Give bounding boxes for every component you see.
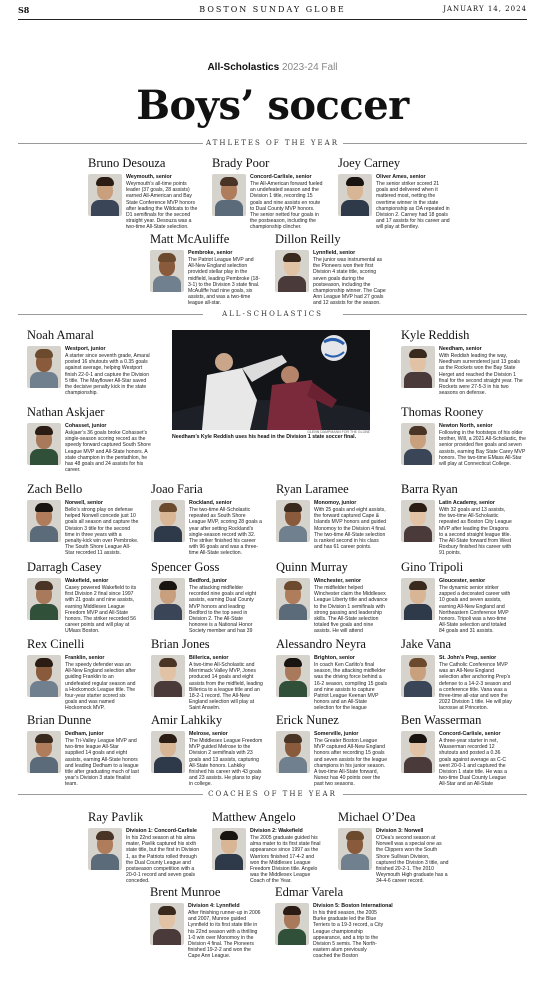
athlete-card bbox=[150, 232, 262, 306]
player-bio: Casey powered Wakefield to its first Division 2 final since 1997 with 21 goals and nine assists, earning Middlesex League Freedom MVP and All-State honors. The striker recorded 56 career points and will play at UMass Boston. bbox=[65, 585, 137, 634]
player-card bbox=[27, 713, 139, 787]
player-card bbox=[27, 482, 139, 556]
coach-name: Brent Munroe bbox=[150, 885, 221, 899]
player-bio: Askjaer’s 36 goals broke Cohasset’s single-season scoring record as the speedy forward captured South Shore League MVP and All-State honors. A state champion in the pentathlon, he has 48 goals and 24 assists for his career. bbox=[65, 430, 151, 474]
page-title: Boys’ soccer bbox=[136, 82, 409, 129]
player-bio: The midfielder helped Winchester claim the Middlesex League Liberty title and advance to the Division 1 semifinals with strong passing and leadership skills. The All-State selection totaled five goals and nine assists. He will attend bbox=[314, 585, 388, 634]
player-school: Brighton, senior bbox=[314, 655, 355, 661]
hero-photo bbox=[172, 330, 370, 430]
player-headshot bbox=[401, 500, 435, 542]
coach-bio: O’Dea’s second season at Norwell was a special one as the Clippers won the South Shore Sullivan Division, captured the Division 3 title, and finished 20-2-1. The 2010 Weymouth High graduate has a 34-4-6 career record. bbox=[376, 835, 449, 884]
player-headshot bbox=[151, 578, 185, 620]
athlete-card bbox=[212, 156, 324, 230]
player-card bbox=[151, 637, 263, 711]
player-bio: The two-time All-Scholastic repeated as South Shore League MVP, scoring 28 goals a year after setting Rockland’s single-season record with 32. The striker finished his career with 96 goals and was a three-time All-State selection. bbox=[189, 507, 262, 556]
coaches-heading: COACHES OF THE YEAR bbox=[18, 790, 527, 798]
player-bio: The Middlesex League Freedom MVP guided Melrose to the Division 2 semifinals with 23 goals and 13 assists, capturing All-State honors. Lahkiky finished his career with 43 goals and 23 assists. He plans to play in college. bbox=[189, 738, 263, 787]
masthead-rule bbox=[18, 19, 527, 20]
player-name: Ryan Laramee bbox=[276, 482, 349, 496]
athletes-heading: ATHLETES OF THE YEAR bbox=[18, 139, 527, 147]
section-name: All-Scholastics bbox=[207, 62, 280, 73]
player-bio: The speedy defender was an All-New England selection after guiding Franklin to an undefeated regular season and a Hockomock League title. The four-year starter scored six goals and was named Hockomock MVP. bbox=[65, 662, 136, 711]
player-headshot bbox=[276, 578, 310, 620]
player-card bbox=[401, 328, 526, 402]
coach-school: Division 2: Wakefield bbox=[250, 828, 303, 834]
athlete-school: Lynnfield, senior bbox=[313, 250, 356, 256]
coach-bio: After finishing runner-up in 2006 and 2007, Munroe guided Lynnfield to its first state title in his 22nd season with a thrilling 1-0 win over Monomoy in the Division 4 final. The Pioneers finished 19-2-2 and won the Cape Ann League. bbox=[188, 910, 261, 959]
player-school: Newton North, senior bbox=[439, 423, 493, 429]
player-card bbox=[151, 482, 263, 556]
athlete-name: Matt McAuliffe bbox=[150, 232, 230, 246]
masthead bbox=[0, 0, 545, 60]
player-school: Franklin, senior bbox=[65, 655, 105, 661]
player-card bbox=[401, 713, 513, 787]
player-headshot bbox=[276, 731, 310, 773]
player-name: Alessandro Neyra bbox=[276, 637, 366, 651]
player-school: Winchester, senior bbox=[314, 578, 362, 584]
player-card bbox=[276, 713, 388, 787]
player-name: Brian Dunne bbox=[27, 713, 92, 727]
coach-card bbox=[338, 810, 450, 884]
athlete-school: Pembroke, senior bbox=[188, 250, 233, 256]
player-bio: The Catholic Conference MVP was an All-New England selection after anchoring Prep’s defense to a 14-2-3 season and a conference title. Vana was a three-time all-star and won the 2022 Division 1 title. He will play lacrosse at Princeton. bbox=[439, 662, 512, 711]
coach-name: Michael O’Dea bbox=[338, 810, 416, 824]
player-headshot bbox=[27, 578, 61, 620]
coach-headshot bbox=[275, 903, 309, 945]
player-bio: A three-year starter in net, Wasserman recorded 12 shutouts and posted a 0.36 goals against average as C-C went 20-0-1 and captured the Division 1 state title. He was a two-time Dual County League All-Star and an All-State bbox=[439, 738, 507, 787]
coach-school: Division 3: Norwell bbox=[376, 828, 424, 834]
player-card bbox=[151, 713, 263, 787]
player-name: Ben Wasserman bbox=[401, 713, 482, 727]
coach-card bbox=[275, 885, 393, 959]
athlete-school: Concord-Carlisle, senior bbox=[250, 174, 312, 180]
coach-name: Edmar Varela bbox=[275, 885, 344, 899]
player-school: St. John’s Prep, senior bbox=[439, 655, 497, 661]
player-bio: A starter since seventh grade, Amaral posted 16 shutouts with a 0.35 goals against average, helping Westport finish 22-0-1 and capture the Division 5 title. The Mayflower All-Star saved the decisive penalty kick in the state championship. bbox=[65, 353, 150, 397]
coach-headshot bbox=[150, 903, 184, 945]
publication-name: BOSTON SUNDAY GLOBE bbox=[199, 5, 346, 14]
player-school: Latin Academy, senior bbox=[439, 500, 495, 506]
athlete-card bbox=[275, 232, 387, 306]
coach-school: Division 5: Boston International bbox=[313, 903, 393, 909]
player-school: Gloucester, senior bbox=[439, 578, 486, 584]
player-card bbox=[27, 560, 139, 634]
player-card bbox=[276, 482, 388, 556]
season-label: 2023-24 Fall bbox=[281, 62, 338, 73]
coach-bio: In his third season, the 2005 Burke graduate led the Blue Terriers to a 19-3 record, a City League championship appearance, and a trip to the Division 5 semis. The North-eastern alum previously coached the Boston bbox=[313, 910, 384, 959]
coach-card bbox=[212, 810, 324, 884]
player-headshot bbox=[27, 731, 61, 773]
player-bio: With 32 goals and 13 assists, the two-time All-Scholastic repeated as Boston City League MVP after leading the Dragons to a second straight league title. The All-State forward from West Roxbury finished his career with 91 points. bbox=[439, 507, 512, 556]
athlete-headshot bbox=[275, 250, 309, 292]
photo-caption: Needham’s Kyle Reddish uses his head in the Division 1 state soccer final. bbox=[172, 434, 357, 440]
coach-bio: The 2005 graduate guided his alma mater to its first state final appearance since 1997 as the Warriors finished 17-4-2 and won the Middlesex League Freedom Division title. Angelo was the Middlesex League Coach of the Year. bbox=[250, 835, 321, 884]
player-name: Gino Tripoli bbox=[401, 560, 464, 574]
coach-headshot bbox=[212, 828, 246, 870]
player-bio: The Tri-Valley League MVP and two-time league All-Star supplied 14 goals and eight assists, earning All-State honors and leading Dedham to a league title after graduating much of last year’s Division 3 state finalist team. bbox=[65, 738, 139, 787]
player-headshot bbox=[151, 655, 185, 697]
player-bio: Bello’s strong play on defense helped Norwell concede just 10 goals all season and capture the Division 3 title for the second time in three years with a penalty-kick win over Pembroke. The South Shore League All-Star recorded 11 assists. bbox=[65, 507, 139, 556]
athlete-card bbox=[338, 156, 450, 230]
player-school: Wakefield, senior bbox=[65, 578, 109, 584]
player-name: Spencer Goss bbox=[151, 560, 220, 574]
athlete-headshot bbox=[150, 250, 184, 292]
player-headshot bbox=[151, 500, 185, 542]
player-bio: In coach Ken Carlito’s final season, the attacking midfielder was the driving force behind a 16-2 season, compiling 15 goals and nine assists to capture Patriot League Keenan MVP honors and an All-State selection for the league bbox=[314, 662, 388, 711]
player-name: Barra Ryan bbox=[401, 482, 458, 496]
athlete-card bbox=[88, 156, 200, 230]
player-name: Noah Amaral bbox=[27, 328, 94, 342]
athlete-headshot bbox=[88, 174, 122, 216]
coach-bio: In his 22nd season at his alma mater, Pavlik captured his sixth state title, but the first in Division 1, as the Patriots rolled through the Dual County League and postseason competition with a 20-0-1 record and seven goals conceded. bbox=[126, 835, 200, 884]
coach-school: Division 1: Concord-Carlisle bbox=[126, 828, 197, 834]
coach-card bbox=[88, 810, 200, 884]
player-school: Melrose, senior bbox=[189, 731, 228, 737]
coach-headshot bbox=[88, 828, 122, 870]
athlete-bio: The senior striker scored 21 goals and delivered when it mattered most, netting the overtime winner in the state championship as OA repeated in Division 2. Carney had 18 goals and 17 assists for his career and will play at Bentley. bbox=[376, 181, 450, 230]
section-label bbox=[0, 62, 545, 73]
player-school: Billerica, senior bbox=[189, 655, 229, 661]
player-bio: Following in the footsteps of his older brother, Will, a 2021 All-Scholastic, the senior provided five goals and seven assists, earning Bay State Carey MVP honors. The two-time EMass All-Star will play at Connecticut College. bbox=[439, 430, 526, 468]
player-name: Brian Jones bbox=[151, 637, 210, 651]
player-name: Joao Faria bbox=[151, 482, 203, 496]
player-name: Kyle Reddish bbox=[401, 328, 470, 342]
athlete-bio: The Patriot League MVP and All-New England selection provided stellar play in the midfield, leading Pembroke (18-3-1) to the Division 3 state final. McAuliffe had nine goals, six assists, and was a two-time league all-star. bbox=[188, 257, 260, 306]
player-name: Nathan Askjaer bbox=[27, 405, 105, 419]
athlete-bio: The All-American forward fueled an undefeated season and the Division 1 title, recording 15 goals and nine assists en route to Dual County MVP honors. The senior netted four goals in the postseason, including the championship clincher. bbox=[250, 181, 323, 230]
player-card bbox=[401, 637, 513, 711]
player-headshot bbox=[276, 500, 310, 542]
player-headshot bbox=[27, 500, 61, 542]
player-card bbox=[276, 637, 388, 711]
player-card bbox=[27, 328, 152, 402]
player-school: Norwell, senior bbox=[65, 500, 103, 506]
athlete-name: Bruno Desouza bbox=[88, 156, 166, 170]
player-bio: The attacking midfielder recorded nine goals and eight assists, earning Dual County MVP honors and leading Bedford to the top seed in Division 2. The All-State honoree is a National Honor Society member and has 39 bbox=[189, 585, 257, 634]
player-card bbox=[27, 637, 139, 711]
athlete-headshot bbox=[212, 174, 246, 216]
player-bio: A two-time All-Scholastic and Merrimack Valley MVP, Jones produced 14 goals and eight assists from the midfield, leading Billerica to a league title and an 18-2-1 record. The All-New England selection will play at Saint Anselm. bbox=[189, 662, 263, 711]
issue-date: JANUARY 14, 2024 bbox=[443, 5, 527, 13]
player-headshot bbox=[401, 731, 435, 773]
coach-card bbox=[150, 885, 262, 959]
athlete-name: Brady Poor bbox=[212, 156, 270, 170]
coach-name: Ray Pavlik bbox=[88, 810, 144, 824]
player-headshot bbox=[401, 423, 435, 465]
player-bio: With Reddish leading the way, Needham surrendered just 13 goals as the Rockets won the Bay State Herget and reached the Division 1 final for the second straight year. The Rockets were 27-5-3 in his two seasons on defense. bbox=[439, 353, 523, 397]
player-headshot bbox=[27, 655, 61, 697]
player-name: Rex Cinelli bbox=[27, 637, 85, 651]
player-school: Monomoy, junior bbox=[314, 500, 357, 506]
player-name: Amir Lahkiky bbox=[151, 713, 223, 727]
player-name: Jake Vana bbox=[401, 637, 452, 651]
athlete-bio: Weymouth’s all-time points leader (37 goals, 28 assists) earned All-American and Bay State Conference MVP honors after leading the Wildcats to the D1 semifinals for the second straight year. Desouza was a two-time All-State selection. bbox=[126, 181, 198, 230]
athlete-school: Weymouth, senior bbox=[126, 174, 172, 180]
player-bio: The Greater Boston League MVP captured All-New England honors after recording 15 goals and seven assists for the league champions in his junior season. A two-time All-State forward, Nunez has 40 points over the past two seasons. bbox=[314, 738, 388, 787]
player-card bbox=[27, 405, 152, 479]
player-school: Bedford, junior bbox=[189, 578, 227, 584]
player-card bbox=[401, 560, 513, 634]
athlete-name: Dillon Reilly bbox=[275, 232, 341, 246]
player-card bbox=[276, 560, 388, 634]
coach-school: Division 4: Lynnfield bbox=[188, 903, 240, 909]
coach-headshot bbox=[338, 828, 372, 870]
player-school: Westport, junior bbox=[65, 346, 106, 352]
player-school: Dedham, junior bbox=[65, 731, 104, 737]
player-headshot bbox=[151, 731, 185, 773]
page-number: S8 bbox=[18, 5, 30, 15]
coach-name: Matthew Angelo bbox=[212, 810, 296, 824]
player-card bbox=[151, 560, 263, 634]
all-scholastics-heading: ALL-SCHOLASTICS bbox=[18, 310, 527, 318]
player-name: Thomas Rooney bbox=[401, 405, 484, 419]
athlete-headshot bbox=[338, 174, 372, 216]
player-headshot bbox=[27, 423, 61, 465]
player-school: Cohasset, junior bbox=[65, 423, 107, 429]
athlete-bio: The junior was instrumental as the Pioneers won their first Division 4 state title, scoring seven goals during the postseason, including the championship winner. The Cape Ann League MVP had 27 goals and 12 assists for the season. bbox=[313, 257, 386, 306]
photo-credit: GLENN DAMPMANN FOR THE GLOBE bbox=[307, 430, 370, 434]
player-name: Darragh Casey bbox=[27, 560, 102, 574]
athlete-name: Joey Carney bbox=[338, 156, 401, 170]
athlete-school: Oliver Ames, senior bbox=[376, 174, 426, 180]
player-name: Zach Bello bbox=[27, 482, 83, 496]
player-headshot bbox=[401, 655, 435, 697]
player-bio: The dynamic senior striker zapped a decorated career with 10 goals and seven assists, earning All-New England and Northeastern Conference MVP honors. Tripoli was a two-time All-State selection and totaled 84 goals and 31 assists. bbox=[439, 585, 511, 634]
player-school: Somerville, junior bbox=[314, 731, 359, 737]
player-headshot bbox=[276, 655, 310, 697]
player-headshot bbox=[27, 346, 61, 388]
player-name: Erick Nunez bbox=[276, 713, 339, 727]
player-card bbox=[401, 482, 513, 556]
player-school: Rockland, senior bbox=[189, 500, 232, 506]
player-headshot bbox=[401, 346, 435, 388]
header-soccer-image bbox=[172, 330, 370, 430]
player-headshot bbox=[401, 578, 435, 620]
player-school: Needham, senior bbox=[439, 346, 482, 352]
player-bio: With 25 goals and eight assists, the forward captured Cape & Islands MVP honors and guided Monomoy to the Division 4 final. The two-time All-State selection is ranked second in his class and has 61 career points. bbox=[314, 507, 387, 551]
player-card bbox=[401, 405, 526, 479]
player-school: Concord-Carlisle, senior bbox=[439, 731, 501, 737]
player-name: Quinn Murray bbox=[276, 560, 348, 574]
